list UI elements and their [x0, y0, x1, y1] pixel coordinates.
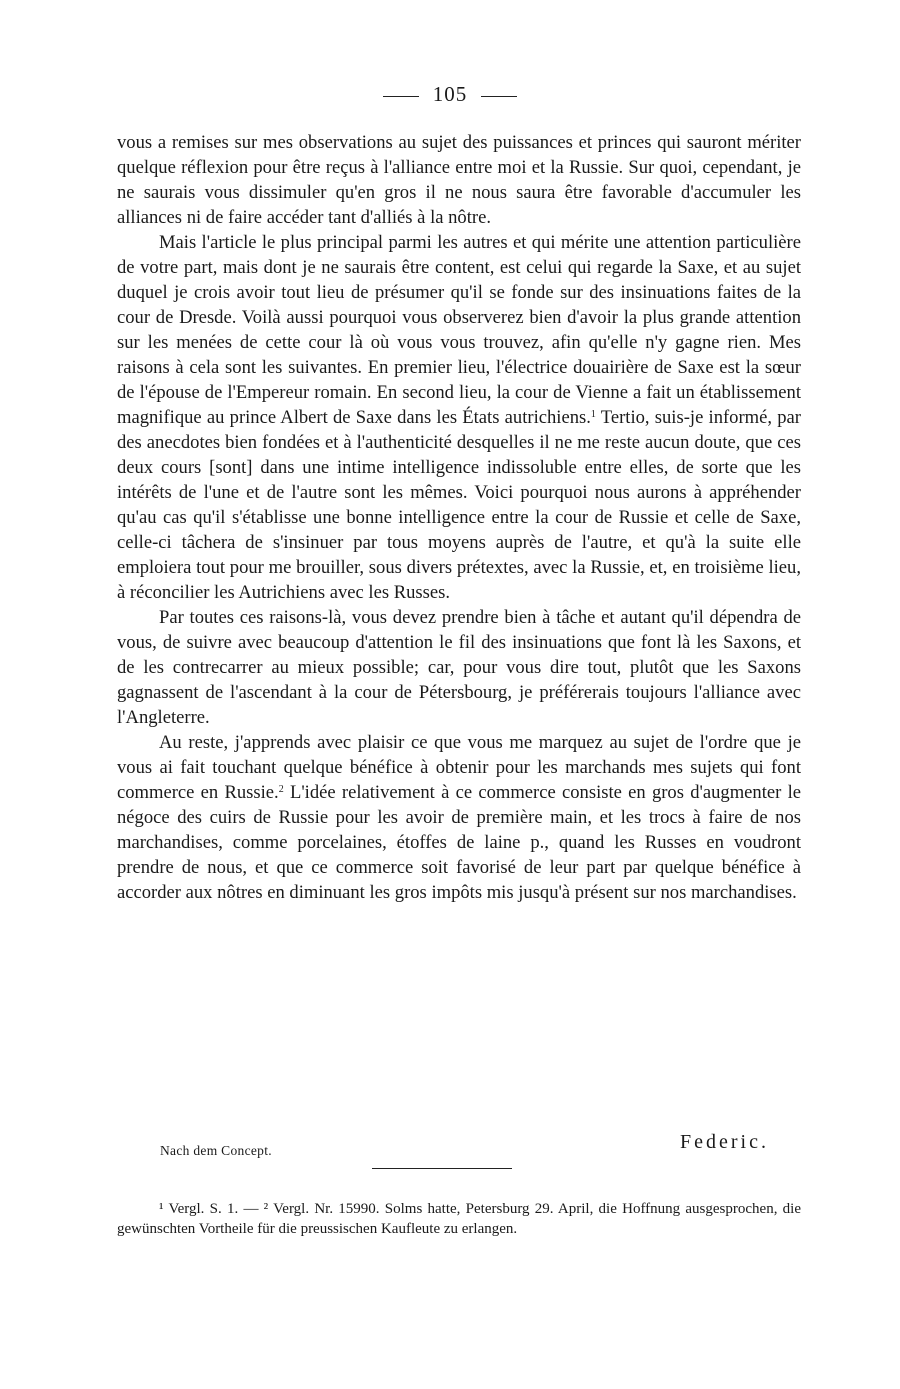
- paragraph-4-part-1: Au reste, j'apprends avec plaisir ce que vous me marquez au sujet de l'ordre que je vous ai fait touchant quelque bénéfice à obtenir pour les marchands mes sujets qui font commerce en Russie.: [117, 732, 801, 803]
- paragraph-1: vous a remises sur mes observations au sujet des puissances et princes qui sauront mériter quelque réflexion pour être reçus à l'alliance entre moi et la Russie. Sur quoi, cependant, je ne saurais vous dissimuler qu'en gros il ne nous saura être favorable d'accumuler les alliances ni de faire accéder tant d'alliés à la nôtre.: [117, 132, 801, 228]
- header-dash-right: [481, 96, 517, 97]
- footnote-marker-1: 1: [590, 409, 596, 420]
- paragraph-2-part-1: Mais l'article le plus principal parmi les autres et qui mérite une attention particulière de votre part, mais dont je ne saurais être content, est celui qui regarde la Saxe, et au sujet duquel je crois avoir tout lieu de présumer qu'il se fonde sur des insinuations faites de la cour de Dresde. Voilà aussi pourquoi vous observerez bien d'avoir la plus grande attention sur les menées de cette cour là où vous vous trouvez, afin qu'elle n'y gagne rien. Mes raisons à cela sont les suivantes. En premier lieu, l'électrice douairière de Saxe est la sœur de l'épouse de l'Empereur romain. En second lieu, la cour de Vienne a fait un établissement magnifique au prince Albert de Saxe dans les États autrichiens.: [117, 232, 801, 428]
- paragraph-2-part-2: Tertio, suis-je informé, par des anecdotes bien fondées et à l'authenticité desquelles il ne me reste aucun doute, que ces deux cours [sont] dans une intime intelligence indissoluble entre elles, de sorte que les intérêts de l'une et de l'autre sont les mêmes. Voici pourquoi nous aurons à appréhender qu'au cas qu'il s'établisse une bonne intelligence entre la cour de Russie et celle de Saxe, celle-ci tâchera de s'insinuer par tous moyens auprès de l'autre, et qu'à la suite elle emploiera tout pour me brouiller, sous divers prétextes, avec la Russie, et, en troisième lieu, à réconcilier les Autrichiens avec les Russes.: [117, 407, 801, 603]
- paragraph-2: [117, 230, 801, 605]
- paragraph-4: [117, 730, 801, 905]
- header-dash-left: [383, 96, 419, 97]
- paragraph-3: Par toutes ces raisons-là, vous devez prendre bien à tâche et autant qu'il dépendra de vous, de suivre avec beaucoup d'attention le fil des insinuations que font là les Saxons, et de les contrecarrer au mieux possible; car, pour vous dire tout, plutôt que les Saxons gagnassent de l'ascendant à la cour de Pétersbourg, je préférerais toujours l'alliance avec l'Angleterre.: [117, 607, 801, 728]
- footnote-divider: [372, 1168, 512, 1169]
- source-note: Nach dem Concept.: [160, 1143, 272, 1158]
- signature: Federic.: [680, 1131, 769, 1153]
- page-header: [0, 82, 900, 107]
- footnotes: [117, 1199, 801, 1239]
- paragraph-4-part-2: L'idée relativement à ce commerce consiste en gros d'augmenter le négoce des cuirs de Russie pour les avoir de première main, et les trocs à faire de nos marchandises, comme porcelaines, étoffes de laine p., quand les Russes en voudront prendre de nous, et que ce commerce soit favorisé de leur part par quelque bénéfice à accorder aux nôtres en diminuant les gros impôts mis jusqu'à présent sur nos marchandises.: [117, 782, 801, 903]
- page-number: 105: [432, 82, 468, 106]
- letter-body: [117, 130, 801, 905]
- footnote-marker-2: 2: [278, 784, 284, 795]
- footnote-text: ¹ Vergl. S. 1. — ² Vergl. Nr. 15990. Solms hatte, Petersburg 29. April, die Hoffnung ausgesprochen, die gewünschten Vortheile für die preussischen Kaufleute zu erlangen.: [117, 1201, 801, 1237]
